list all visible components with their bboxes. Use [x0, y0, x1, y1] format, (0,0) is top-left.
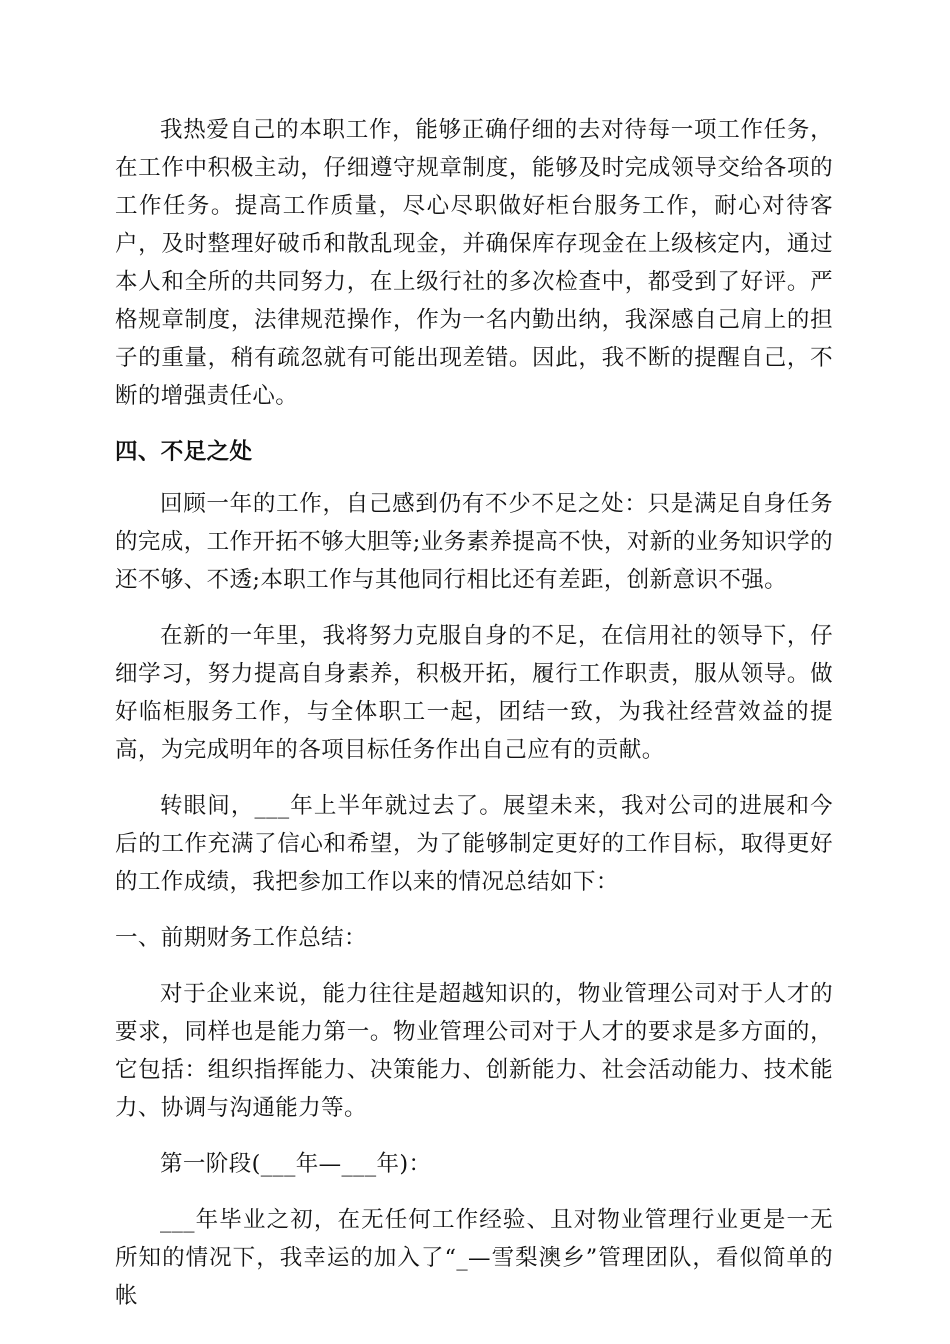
- body-paragraph: 转眼间，___年上半年就过去了。展望未来，我对公司的进展和今后的工作充满了信心和希望，为了能够制定更好的工作目标，取得更好的工作成绩，我把参加工作以来的情况总结如下：: [115, 793, 833, 895]
- document-page: [115, 111, 833, 1315]
- section-heading: 四、不足之处: [115, 439, 253, 465]
- body-paragraph: 回顾一年的工作，自己感到仍有不少不足之处：只是满足自身任务的完成，工作开拓不够大胆等;业务素养提高不快，对新的业务知识学的还不够、不透;本职工作与其他同行相比还有差距，创新意识不强。: [115, 491, 833, 593]
- body-paragraph: 我热爱自己的本职工作，能够正确仔细的去对待每一项工作任务，在工作中积极主动，仔细遵守规章制度，能够及时完成领导交给各项的工作任务。提高工作质量，尽心尽职做好柜台服务工作，耐心对待客户，及时整理好破币和散乱现金，并确保库存现金在上级核定内，通过本人和全所的共同努力，在上级行社的多次检查中，都受到了好评。严格规章制度，法律规范操作，作为一名内勤出纳，我深感自己肩上的担子的重量，稍有疏忽就有可能出现差错。因此，我不断的提醒自己，不断的增强责任心。: [115, 117, 833, 409]
- body-paragraph: 对于企业来说，能力往往是超越知识的，物业管理公司对于人才的要求，同样也是能力第一。物业管理公司对于人才的要求是多方面的，它包括：组织指挥能力、决策能力、创新能力、社会活动能力、技术能力、协调与沟通能力等。: [115, 981, 833, 1121]
- body-paragraph: ___年毕业之初，在无任何工作经验、且对物业管理行业更是一无所知的情况下，我幸运的加入了“_—雪梨澳乡”管理团队，看似简单的帐: [115, 1207, 833, 1309]
- section-heading: 一、前期财务工作总结：: [115, 925, 367, 951]
- body-paragraph: 在新的一年里，我将努力克服自身的不足，在信用社的领导下，仔细学习，努力提高自身素养，积极开拓，履行工作职责，服从领导。做好临柜服务工作，与全体职工一起，团结一致，为我社经营效益的提高，为完成明年的各项目标任务作出自己应有的贡献。: [115, 623, 833, 763]
- subsection-heading: 第一阶段(___年—___年)：: [160, 1151, 432, 1177]
